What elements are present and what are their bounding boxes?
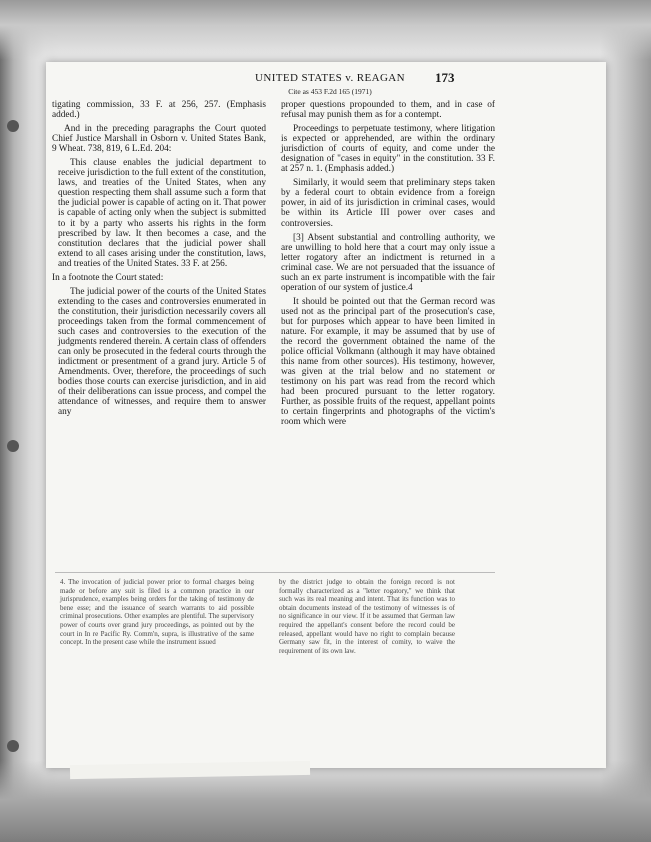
footnote-right: by the district judge to obtain the foreign record is not formally characterized as a "letter rogatory," we think that such was its real meaning and intent. That its function was to obtain documents instead of the testimony of witnesses is of no significance in our view. If it be assumed that German law required the appellant's consent before the record could be released, appellant would have no right to complain because Germany saw fit, in the interest of comity, to waive the requirement of its own law. [279, 578, 455, 655]
block-quote: The judicial power of the courts of the United States extending to the cases and controversies enumerated in the constitution, their jurisdiction necessarily covers all proceedings taken from the formal commencement of such cases and controversies to the execution of the judgments rendered therein. A certain class of offenders can only be prosecuted in the federal courts through the indictment or presentment of a grand jury. Article 5 of Amendments. Over, therefore, the proceedings of such bodies those courts can exercise jurisdiction, and in aid of their deliberations can issue process, and compel the attendance of witnesses, and require them to answer any [58, 286, 266, 418]
block-quote: Proceedings to perpetuate testimony, where litigation is expected or apprehended, are within the ordinary jurisdiction of courts of equity, and come under the designation of "cases in equity" in the constitution. 33 F. at 257 n. 1. (Emphasis added.) [281, 124, 495, 175]
paragraph: In a footnote the Court stated: [52, 272, 164, 283]
scan-top-shadow [0, 0, 651, 60]
paragraph: And in the preceding paragraphs the Court quoted Chief Justice Marshall in Osborn v. United States Bank, 9 Wheat. 738, 819, 6 L.Ed. 204: [52, 124, 266, 155]
right-column [281, 100, 495, 431]
paragraph: It should be pointed out that the German record was used not as the principal part of the prosecution's case, but for purposes which appear to have been limited in nature. For example, it may be assumed that by use of the record the government obtained the name of the police official Volkmann (although it may have obtained this name from other sources). His testimony, however, was given at the trial below and no statement or testimony on his part was read from the record which had been procured pursuant to the letter rogatory. Further, as possible fruits of the request, appellant points to certain fingerprints and photographs of the victim's room which were [281, 296, 495, 428]
paragraph: [3] Absent substantial and controlling authority, we are unwilling to hold here that a court may only issue a letter rogatory after an indictment is returned in a criminal case. We are not persuaded that the issuance of such an ex parte instrument is incompatible with the fair operation of our system of justice.4 [281, 232, 495, 293]
footnote-rule [55, 572, 495, 573]
block-quote: This clause enables the judicial department to receive jurisdiction to the full extent of the constitution, laws, and treaties of the United States, when any question respecting them shall assume such a form that the judicial power is capable of acting on it. That power is capable of acting only when the subject is submitted to it by a party who asserts his rights in the form prescribed by law. It then becomes a case, and the constitution declares that the judicial power shall extend to all cases arising under the constitution, laws, and treaties of the United States. 33 F. at 256. [58, 158, 266, 269]
punch-hole [7, 740, 19, 752]
paragraph: tigating commission, 33 F. at 256, 257. (Emphasis added.) [52, 100, 266, 121]
punch-hole [7, 440, 19, 452]
running-head: UNITED STATES v. REAGAN [255, 72, 405, 84]
page-number: 173 [435, 70, 455, 85]
page-header [200, 70, 600, 104]
left-column [52, 100, 266, 421]
block-quote: proper questions propounded to them, and in case of refusal may punish them as for a contempt. [281, 100, 495, 121]
footnote-left: 4. The invocation of judicial power prior to formal charges being made or before any suit is filed is a common practice in our jurisprudence, examples being orders for the taking of testimony de bene esse; and the issuance of search warrants to aid possible criminal prosecutions. Other examples are plentiful. The supervisory power of courts over grand jury proceedings, as pointed out by the court in In re Pacific Ry. Comm'n, supra, is illustrative of the same concept. In the present case while the instrument issued [60, 578, 254, 647]
paragraph: Similarly, it would seem that preliminary steps taken by a federal court to obtain evidence from a foreign power, in aid of its jurisdiction in criminal cases, would be within its Article III power over cases and controversies. [281, 178, 495, 229]
punch-hole [7, 120, 19, 132]
citation-line: Cite as 453 F.2d 165 (1971) [288, 87, 372, 96]
